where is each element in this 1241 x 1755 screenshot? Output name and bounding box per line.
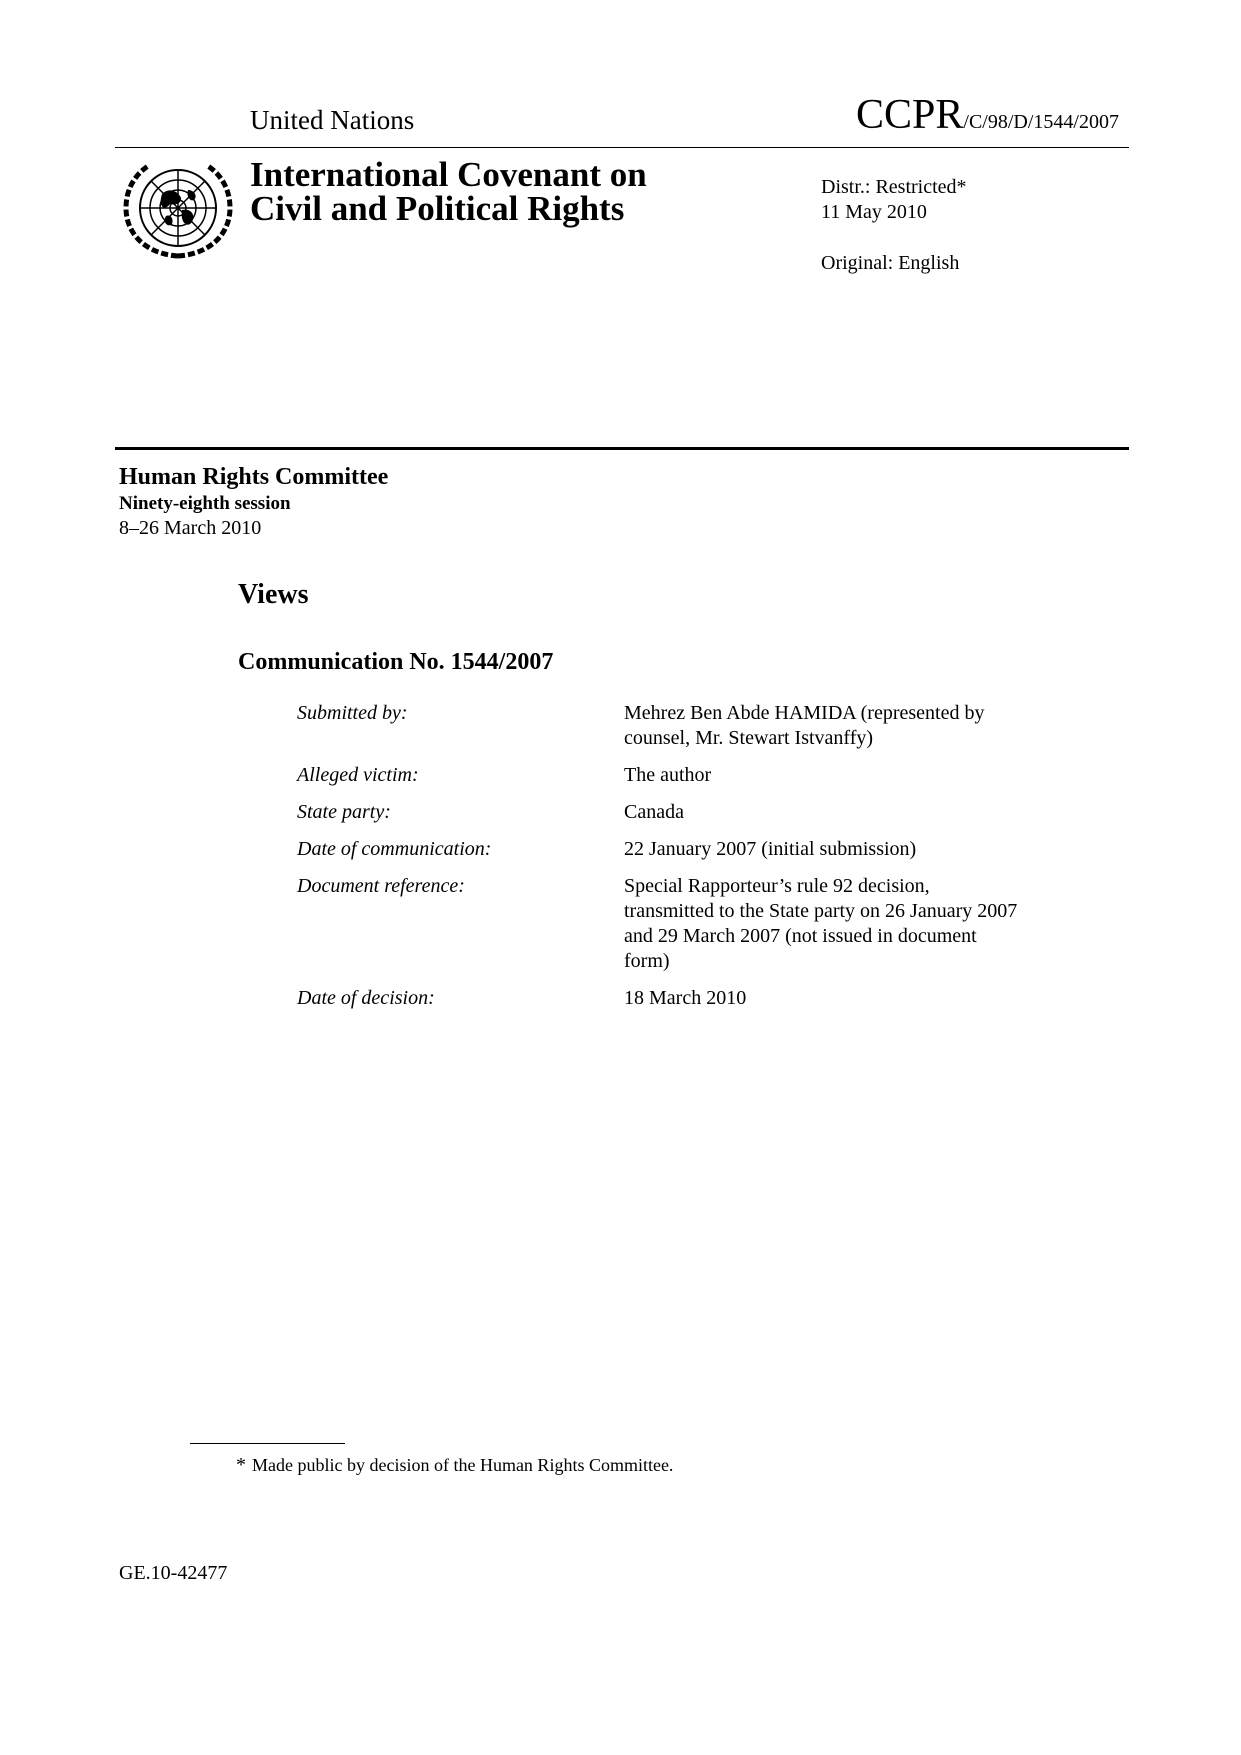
detail-row-document-reference xyxy=(297,874,1057,974)
symbol-sub: /C/98/D/1544/2007 xyxy=(963,111,1119,133)
detail-value: 22 January 2007 (initial submission) xyxy=(624,838,917,860)
original-language: Original: English xyxy=(821,252,960,274)
covenant-title-line2: Civil and Political Rights xyxy=(250,189,625,228)
detail-label: Document reference: xyxy=(297,875,465,897)
communication-number: Communication No. 1544/2007 xyxy=(238,649,554,675)
organization-name: United Nations xyxy=(250,105,415,135)
detail-label: Date of communication: xyxy=(297,838,492,860)
committee-name: Human Rights Committee xyxy=(119,464,389,490)
header-thick-rule xyxy=(115,447,1129,450)
distribution-block xyxy=(821,175,967,225)
detail-row-submitted-by xyxy=(297,701,1057,751)
detail-label: Date of decision: xyxy=(297,987,435,1009)
detail-label: State party: xyxy=(297,801,391,823)
communication-details xyxy=(297,701,1057,1023)
detail-value: 18 March 2010 xyxy=(624,987,747,1009)
footnote-text: Made public by decision of the Human Rights Committee. xyxy=(252,1455,674,1475)
footnote-rule xyxy=(190,1443,345,1444)
ge-number: GE.10-42477 xyxy=(119,1562,228,1584)
detail-row-date-of-communication xyxy=(297,837,1057,862)
distribution-status: Distr.: Restricted* xyxy=(821,176,967,198)
detail-value: The author xyxy=(624,764,712,786)
footnote xyxy=(236,1453,673,1477)
detail-value: Canada xyxy=(624,801,684,823)
footnote-marker: * xyxy=(236,1454,246,1476)
un-emblem-icon xyxy=(118,160,238,260)
detail-row-state-party xyxy=(297,800,1057,825)
detail-label: Alleged victim: xyxy=(297,764,419,786)
detail-row-date-of-decision xyxy=(297,986,1057,1011)
covenant-title xyxy=(250,155,647,228)
document-symbol xyxy=(856,92,1119,145)
symbol-main: CCPR xyxy=(856,92,964,138)
detail-value: Mehrez Ben Abde HAMIDA (represented by counsel, Mr. Stewart Istvanffy) xyxy=(624,702,985,749)
session-dates: 8–26 March 2010 xyxy=(119,517,262,539)
document-heading: Views xyxy=(238,579,309,610)
issue-date: 11 May 2010 xyxy=(821,201,927,223)
detail-value: Special Rapporteur’s rule 92 decision, transmitted to the State party on 26 January 2007 and 29 March 2007 (not issued in document form) xyxy=(624,875,1018,972)
detail-row-alleged-victim xyxy=(297,763,1057,788)
covenant-title-line1: International Covenant on xyxy=(250,155,647,194)
detail-label: Submitted by: xyxy=(297,702,408,724)
session-name: Ninety-eighth session xyxy=(119,493,291,514)
header-rule xyxy=(115,147,1129,148)
